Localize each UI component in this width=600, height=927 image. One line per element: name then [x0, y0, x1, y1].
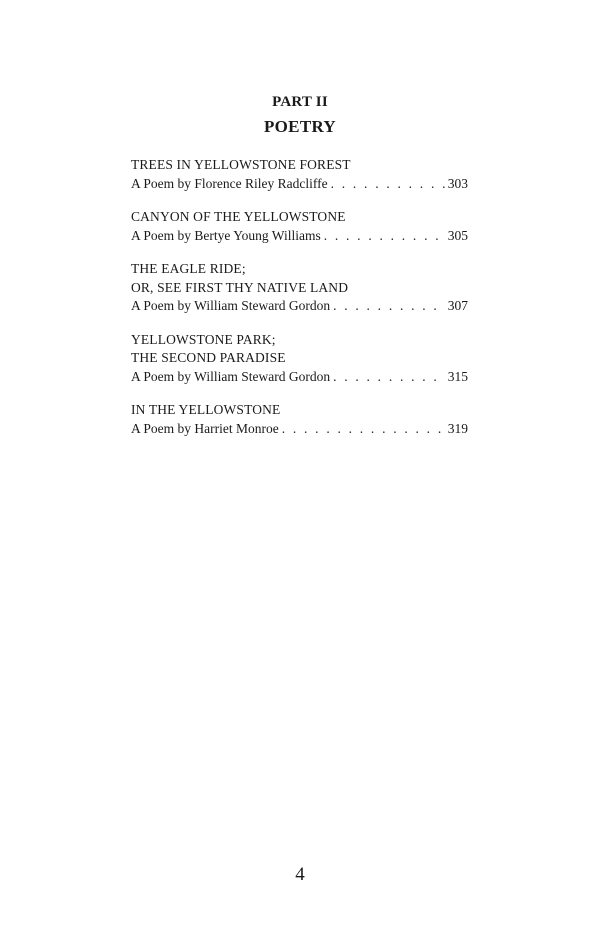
toc-entry-subtitle: THE SECOND PARADISE — [131, 350, 286, 365]
dot-leader — [324, 227, 445, 246]
dot-leader — [333, 368, 445, 387]
toc-entry-title: YELLOWSTONE PARK; — [131, 331, 276, 347]
toc-entry-title: THE EAGLE RIDE; — [131, 261, 246, 276]
toc-entry-author: A Poem by William Steward Gordon — [131, 298, 331, 313]
toc-entry-line — [131, 175, 468, 194]
toc-entry — [131, 156, 468, 193]
toc-entry-page: 319 — [447, 420, 468, 436]
toc-entry-page: 315 — [447, 368, 468, 384]
toc-entry-line — [131, 420, 468, 439]
toc-entry-subtitle: OR, SEE FIRST THY NATIVE LAND — [131, 279, 349, 295]
toc-entry-line — [131, 227, 468, 246]
page-number: 4 — [295, 864, 305, 885]
part-label: PART II — [272, 94, 328, 110]
dot-leader — [331, 175, 445, 194]
toc-entry-title: IN THE YELLOWSTONE — [131, 402, 281, 417]
toc-entry — [131, 401, 468, 438]
toc-entry-author: A Poem by William Steward Gordon — [131, 368, 331, 384]
toc-entry-author: A Poem by Harriet Monroe — [131, 420, 279, 436]
toc-entry — [131, 208, 468, 245]
toc-entry-title: CANYON OF THE YELLOWSTONE — [131, 209, 346, 224]
toc-entry-author: A Poem by Florence Riley Radcliffe — [131, 175, 328, 191]
toc-entry-page: 303 — [447, 175, 468, 191]
toc-entry-line — [131, 297, 468, 316]
toc-entry — [131, 331, 468, 387]
toc-entry-author: A Poem by Bertye Young Williams — [131, 227, 321, 243]
toc-entry-page: 305 — [447, 227, 468, 243]
toc-entry-line — [131, 368, 468, 387]
toc-entry-title: TREES IN YELLOWSTONE FOREST — [131, 157, 351, 172]
toc-entry-page: 307 — [447, 298, 468, 313]
dot-leader — [282, 420, 445, 439]
dot-leader — [333, 297, 445, 316]
table-of-contents — [131, 156, 468, 453]
toc-entry — [131, 260, 468, 316]
section-title: POETRY — [263, 117, 337, 136]
